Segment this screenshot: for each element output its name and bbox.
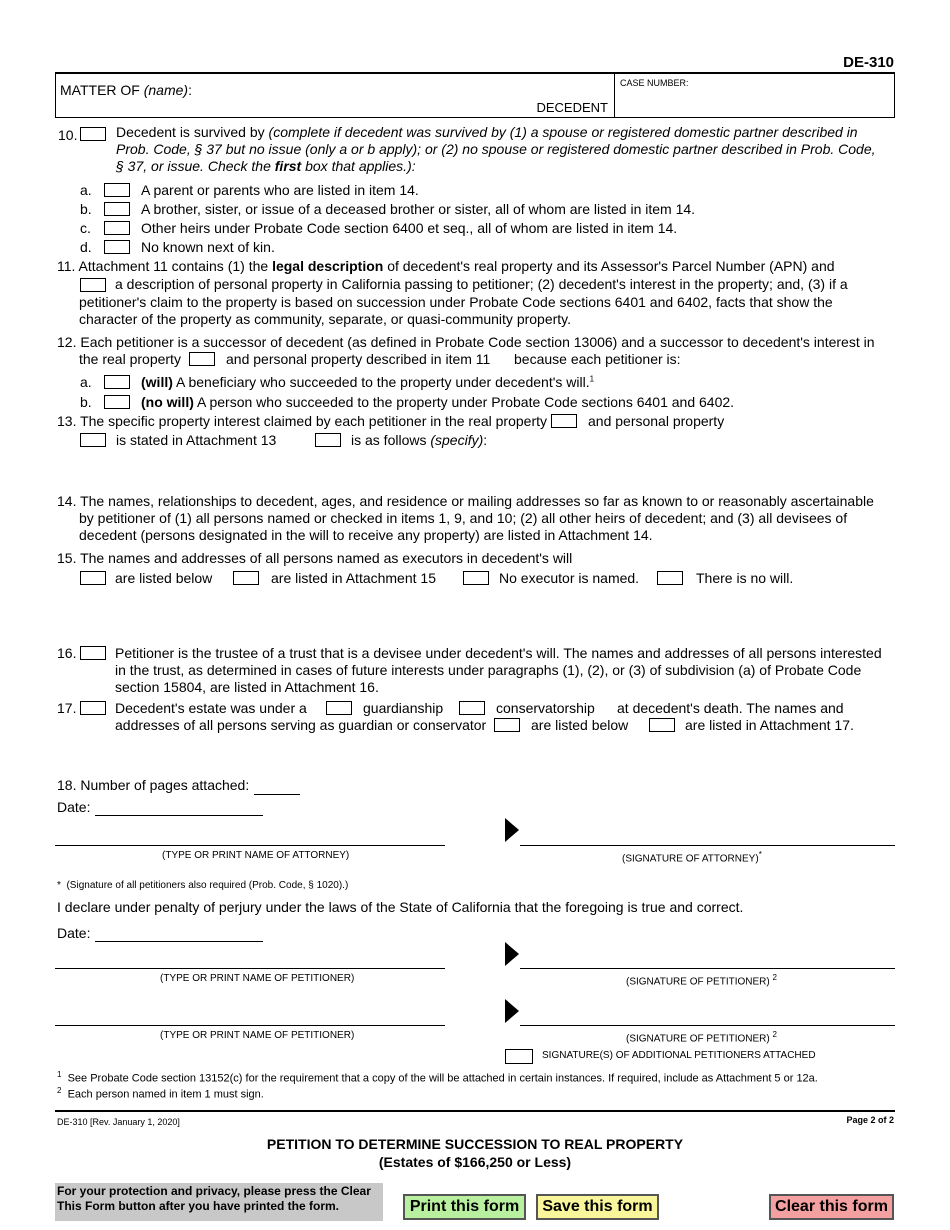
- form-title: [0, 1135, 950, 1171]
- item15-listed-below-checkbox[interactable]: [80, 571, 106, 585]
- petitioner2-signature-field[interactable]: [520, 1025, 895, 1026]
- date-field-2[interactable]: [95, 941, 263, 942]
- attorney-name-caption: (TYPE OR PRINT NAME OF ATTORNEY): [162, 850, 350, 861]
- item10d-text: No known next of kin.: [141, 239, 275, 255]
- form-title-line1: PETITION TO DETERMINE SUCCESSION TO REAL PROPERTY: [266, 1136, 684, 1152]
- item13-specify-field[interactable]: [79, 452, 894, 488]
- item11-line1: 11. Attachment 11 contains (1) the legal description of decedent's real property and its Assessor's Parcel Number (APN) and: [57, 258, 835, 274]
- save-form-button[interactable]: Save this form: [536, 1194, 659, 1220]
- item17-line2b: are listed below: [531, 717, 629, 733]
- item10c-checkbox[interactable]: [104, 221, 130, 235]
- petitioner1-signature-field[interactable]: [520, 968, 895, 969]
- case-number-field[interactable]: [620, 78, 689, 88]
- item12b-letter: b.: [80, 394, 92, 410]
- item14-line3: decedent (persons designated in the will to receive any property) are listed in Attachment 14.: [79, 527, 653, 543]
- pages-attached-field[interactable]: [254, 794, 300, 795]
- print-form-button[interactable]: Print this form: [403, 1194, 526, 1220]
- item10b-text: A brother, sister, or issue of a deceased brother or sister, all of whom are listed in item 14.: [141, 201, 696, 217]
- item10a-text: A parent or parents who are listed in item 14.: [141, 182, 419, 198]
- item15-opt2: are listed in Attachment 15: [271, 570, 436, 586]
- item12a-letter: a.: [80, 374, 92, 390]
- item16-line2: in the trust, as determined in cases of future interests under paragraphs (1), (2), or (3) of subdivision (a) of Probate Code: [115, 662, 862, 678]
- form-id: DE-310: [843, 54, 894, 71]
- item14-line2: by petitioner of (1) all persons named or checked in items 1, 9, and 10; (2) all other heirs of decedent; and (3) all devisees of: [79, 510, 848, 526]
- sign-here-arrow-icon: [505, 942, 519, 966]
- item16-line1: Petitioner is the trustee of a trust that is a devisee under decedent's will. The names and addresses of all persons interested: [115, 645, 882, 661]
- matter-of-label: MATTER OF: [60, 82, 140, 98]
- header-box: [55, 72, 895, 118]
- item10d-checkbox[interactable]: [104, 240, 130, 254]
- item14-line1: 14. The names, relationships to decedent, ages, and residence or mailing addresses so far as known to or reasonably ascertainable: [57, 493, 874, 509]
- item12-line2a: the real property: [79, 351, 181, 367]
- item13-line2a: is stated in Attachment 13: [116, 432, 277, 448]
- item10-checkbox[interactable]: [80, 127, 106, 141]
- item13-attachment-checkbox[interactable]: [80, 433, 106, 447]
- item17-listed-below-checkbox[interactable]: [494, 718, 520, 732]
- item10b-letter: b.: [80, 201, 92, 217]
- item17-number: 17.: [57, 700, 77, 716]
- item16-number: 16.: [57, 645, 77, 661]
- privacy-notice: For your protection and privacy, please press the Clear This Form button after you have printed the form.: [55, 1183, 383, 1221]
- item12a-checkbox[interactable]: [104, 375, 130, 389]
- form-title-line2: (Estates of $166,250 or Less): [378, 1154, 572, 1170]
- item12-real-property-checkbox[interactable]: [189, 352, 215, 366]
- item12-line2b: and personal property described in item 11: [226, 351, 491, 367]
- petitioner1-name-caption: (TYPE OR PRINT NAME OF PETITIONER): [160, 973, 355, 984]
- item10d-letter: d.: [80, 239, 92, 255]
- item12-line2c: because each petitioner is:: [514, 351, 681, 367]
- item17-checkbox[interactable]: [80, 701, 106, 715]
- footnote-1: $^1$ See Probate Code section 13152(c) for the requirement that a copy of the will be attached in certain instances. If required, include as Attachment 5 or 12a.: [57, 1070, 818, 1085]
- item12-line1: 12. Each petitioner is a successor of decedent (as defined in Probate Code section 13006) and a successor to decedent's interest in: [57, 334, 875, 350]
- additional-petitioners-label: SIGNATURE(S) OF ADDITIONAL PETITIONERS ATTACHED: [542, 1050, 816, 1061]
- petitioner2-name-field[interactable]: [55, 1025, 445, 1026]
- date-field-1[interactable]: [95, 815, 263, 816]
- item10-number: 10.: [58, 127, 78, 143]
- item15-attachment-checkbox[interactable]: [233, 571, 259, 585]
- attorney-signature-field[interactable]: [520, 845, 895, 846]
- item12b-checkbox[interactable]: [104, 395, 130, 409]
- item10a-checkbox[interactable]: [104, 183, 130, 197]
- item17-attachment-checkbox[interactable]: [649, 718, 675, 732]
- item17-line1d: at decedent's death. The names and: [617, 700, 844, 716]
- clear-form-button[interactable]: Clear this form: [769, 1194, 894, 1220]
- item10b-checkbox[interactable]: [104, 202, 130, 216]
- petitioner2-signature-caption: (SIGNATURE OF PETITIONER) $^2$: [626, 1030, 777, 1045]
- sign-here-arrow-icon: [505, 999, 519, 1023]
- item13-line2b: is as follows (specify):: [351, 432, 488, 448]
- attorney-signature-caption: (SIGNATURE OF ATTORNEY)*: [622, 850, 762, 865]
- name-hint: (name): [143, 82, 189, 98]
- attorney-note: * (Signature of all petitioners also required (Prob. Code, § 1020).): [57, 880, 349, 891]
- item12a-text: (will) A beneficiary who succeeded to the property under decedent's will.$^1$: [141, 374, 595, 390]
- item12b-text: (no will) A person who succeeded to the property under Probate Code sections 6401 and 6402.: [141, 394, 735, 410]
- petitioner1-signature-caption: (SIGNATURE OF PETITIONER) $^2$: [626, 973, 777, 988]
- item17-conservatorship-checkbox[interactable]: [459, 701, 485, 715]
- item11-line3: petitioner's claim to the property is based on succession under Probate Code sections 6401 and 6402, facts that show the: [79, 294, 833, 310]
- revision-date: DE-310 [Rev. January 1, 2020]: [57, 1117, 180, 1127]
- item13-line1a: 13. The specific property interest claimed by each petitioner in the real property: [57, 413, 547, 429]
- item17-line1b: guardianship: [363, 700, 444, 716]
- item13-as-follows-checkbox[interactable]: [315, 433, 341, 447]
- petitioner2-name-caption: (TYPE OR PRINT NAME OF PETITIONER): [160, 1030, 355, 1041]
- item11-line2: a description of personal property in California passing to petitioner; (2) decedent's interest in the property; and, (3) if a: [115, 276, 848, 292]
- item17-line1a: Decedent's estate was under a: [115, 700, 307, 716]
- item15-opt3: No executor is named.: [499, 570, 640, 586]
- item10-text: Decedent is survived by (complete if decedent was survived by (1) a spouse or registered domestic partner described in Prob. Code, § 37 but no issue (only a or b apply); or (2) no spouse or registered domestic partner described in Prob. Code, § 37, or issue. Check the first box that applies.):: [116, 124, 876, 174]
- item16-line3: section 15804, are listed in Attachment 16.: [115, 679, 379, 695]
- item11-checkbox[interactable]: [80, 278, 106, 292]
- item15-no-will-checkbox[interactable]: [657, 571, 683, 585]
- item10c-letter: c.: [80, 220, 91, 236]
- item13-line1b: and personal property: [588, 413, 725, 429]
- item13-real-property-checkbox[interactable]: [551, 414, 577, 428]
- footnote-2: $^2$ Each person named in item 1 must sign.: [57, 1086, 264, 1101]
- item15-no-executor-checkbox[interactable]: [463, 571, 489, 585]
- item17-guardianship-checkbox[interactable]: [326, 701, 352, 715]
- item16-checkbox[interactable]: [80, 646, 106, 660]
- attorney-name-field[interactable]: [55, 845, 445, 846]
- item15-opt1: are listed below: [115, 570, 213, 586]
- case-number-label: CASE NUMBER:: [620, 78, 689, 88]
- page-number: Page 2 of 2: [846, 1115, 894, 1125]
- date-label-2: Date:: [57, 925, 91, 941]
- item17-line2a: addresses of all persons serving as guardian or conservator: [115, 717, 487, 733]
- item10a-letter: a.: [80, 182, 92, 198]
- sign-here-arrow-icon: [505, 818, 519, 842]
- item10c-text: Other heirs under Probate Code section 6400 et seq., all of whom are listed in item 14.: [141, 220, 678, 236]
- additional-petitioners-checkbox[interactable]: [505, 1049, 533, 1064]
- item11-line4: character of the property as community, separate, or quasi-community property.: [79, 311, 572, 327]
- declaration: I declare under penalty of perjury under the laws of the State of California that the foregoing is true and correct.: [57, 899, 744, 915]
- decedent-label: DECEDENT: [536, 100, 608, 115]
- petitioner1-name-field[interactable]: [55, 968, 445, 969]
- matter-of-field[interactable]: MATTER OF (name): DECEDENT: [56, 74, 615, 118]
- footer-divider: [55, 1110, 895, 1112]
- item18-label: 18. Number of pages attached:: [57, 777, 250, 793]
- item17-line2c: are listed in Attachment 17.: [685, 717, 854, 733]
- item15-opt4: There is no will.: [696, 570, 794, 586]
- item15-line1: 15. The names and addresses of all persons named as executors in decedent's will: [57, 550, 573, 566]
- item17-line1c: conservatorship: [496, 700, 595, 716]
- date-label-1: Date:: [57, 799, 91, 815]
